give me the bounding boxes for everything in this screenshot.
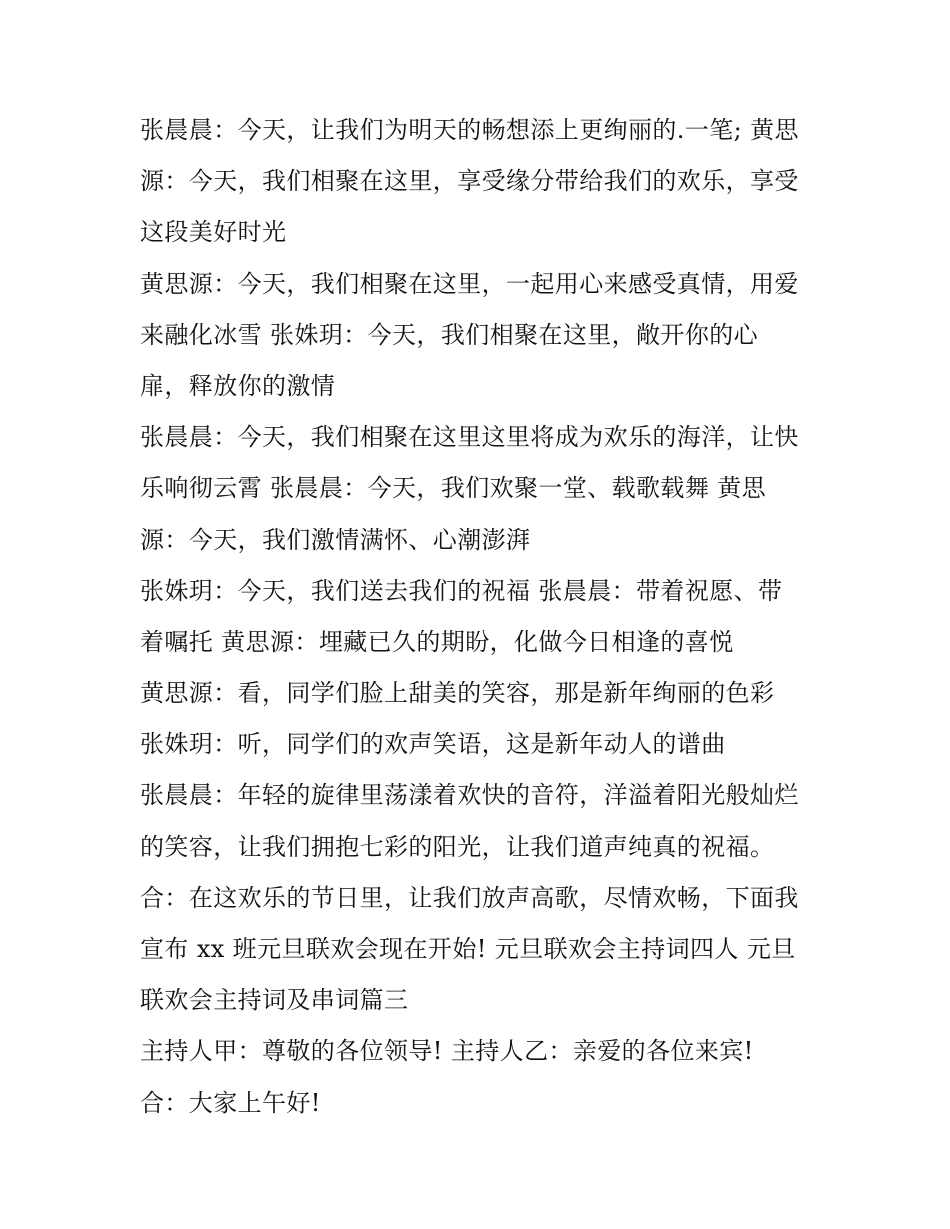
text-line: 张晨晨：今天，让我们为明天的畅想添上更绚丽的.一笔; 黄思 (140, 116, 799, 144)
text-line: 的笑容，让我们拥抱七彩的阳光，让我们道声纯真的祝福。 (140, 832, 775, 861)
text-line: 源：今天，我们激情满怀、心潮澎湃 (140, 525, 531, 554)
text-line: 张晨晨：年轻的旋律里荡漾着欢快的音符，洋溢着阳光般灿烂 (140, 781, 799, 810)
text-line: 黄思源：看，同学们脸上甜美的笑容，那是新年绚丽的色彩 (140, 679, 775, 708)
text-line: 扉，释放你的激情 (140, 371, 336, 400)
text-line: 联欢会主持词及串词篇三 (140, 986, 409, 1015)
document-body (140, 105, 820, 1129)
text-line: 主持人甲：尊敬的各位领导! 主持人乙：亲爱的各位来宾! (140, 1037, 754, 1066)
text-line: 宣布 xx 班元旦联欢会现在开始! 元旦联欢会主持词四人 元旦 (140, 935, 796, 963)
text-line: 张晨晨：今天，我们相聚在这里这里将成为欢乐的海洋，让快 (140, 423, 799, 452)
text-line: 合：大家上午好! (140, 1088, 321, 1117)
text-line: 源：今天，我们相聚在这里，享受缘分带给我们的欢乐，享受 (140, 167, 799, 196)
text-line: 乐响彻云霄 张晨晨：今天，我们欢聚一堂、载歌载舞 黄思 (140, 474, 767, 503)
text-line: 张姝玥：听，同学们的欢声笑语，这是新年动人的谱曲 (140, 730, 726, 759)
text-line: 这段美好时光 (140, 218, 287, 247)
text-line: 着嘱托 黄思源：埋藏已久的期盼，化做今日相逢的喜悦 (140, 627, 734, 656)
text-line: 黄思源：今天，我们相聚在这里，一起用心来感受真情，用爱 (140, 269, 799, 298)
text-line: 张姝玥：今天，我们送去我们的祝福 张晨晨：带着祝愿、带 (140, 576, 783, 605)
text-line: 合：在这欢乐的节日里，让我们放声高歌，尽情欢畅，下面我 (140, 883, 799, 912)
text-line: 来融化冰雪 张姝玥：今天，我们相聚在这里，敞开你的心 (140, 320, 759, 349)
